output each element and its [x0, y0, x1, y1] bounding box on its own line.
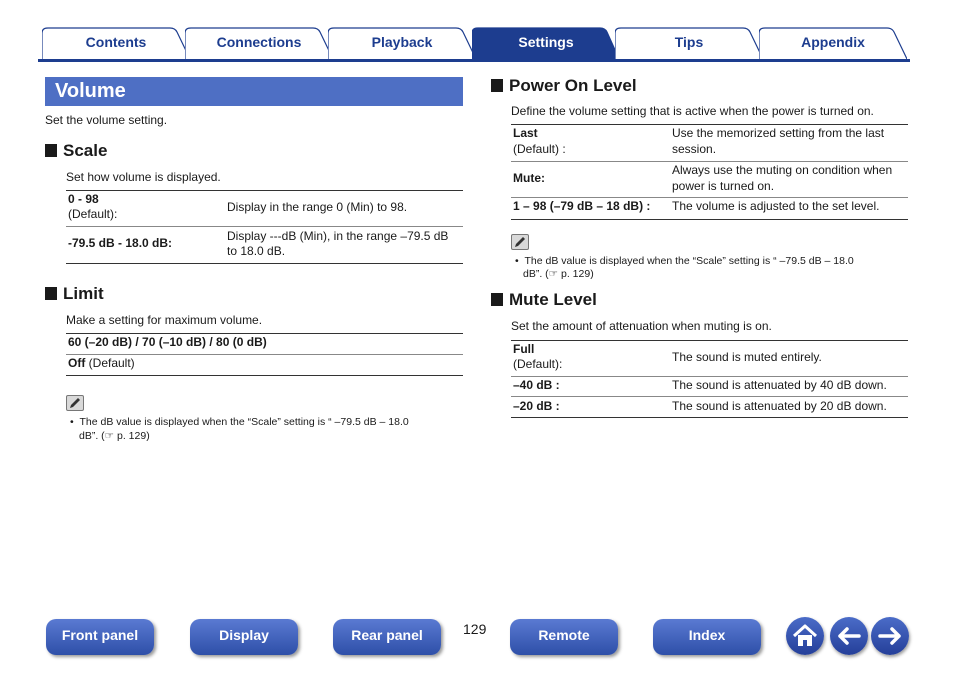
page-title: Volume [55, 80, 126, 102]
limit-heading-text: Limit [63, 284, 104, 303]
mute-row1-option: Full [513, 342, 535, 356]
pencil-note-icon [511, 234, 529, 250]
limit-desc: Make a setting for maximum volume. [66, 313, 263, 327]
tab-bar [38, 27, 910, 62]
scale-heading [45, 141, 107, 161]
limit-note-line1: The dB value is displayed when the “Scale” setting is “ –79.5 dB – 18.0 [79, 416, 409, 428]
divider [511, 161, 908, 162]
bullet-square-icon [45, 287, 57, 300]
limit-note-ref[interactable]: p. 129) [114, 430, 150, 442]
divider [511, 417, 908, 418]
index-button[interactable] [653, 619, 761, 655]
divider [66, 226, 463, 227]
mute-row3-desc: The sound is attenuated by 20 dB down. [672, 399, 887, 413]
power-on-note-line2: dB”. ( [523, 268, 549, 280]
limit-note: • The dB value is displayed when the “Scale” setting is “ –79.5 dB – 18.0 [70, 416, 409, 428]
rear-panel-button[interactable] [333, 619, 441, 655]
mute-row1-default: (Default): [513, 357, 563, 371]
scale-row1-desc: Display in the range 0 (Min) to 98. [227, 200, 408, 214]
mute-row1-desc: The sound is muted entirely. [672, 350, 822, 364]
limit-row2-default: (Default) [85, 356, 135, 370]
tab-appendix[interactable] [759, 27, 907, 60]
divider [511, 197, 908, 198]
power-on-note-ref[interactable]: p. 129) [558, 268, 594, 280]
reference-hand-icon: ☞ [548, 268, 559, 280]
power-on-row2-desc2: power is turned on. [672, 179, 775, 193]
power-on-row1-default: (Default) : [513, 142, 566, 156]
divider [66, 333, 463, 334]
tab-tips-label: Tips [674, 34, 704, 50]
tab-connections[interactable] [185, 27, 333, 60]
power-on-row2-option: Mute: [513, 171, 545, 185]
tab-settings[interactable] [472, 27, 620, 60]
mute-row2-option: –40 dB : [513, 378, 560, 392]
divider [511, 396, 908, 397]
limit-note-2 [79, 430, 150, 442]
page-title-bar [45, 77, 463, 106]
mute-desc: Set the amount of attenuation when muting is on. [511, 319, 772, 333]
divider [66, 375, 463, 376]
tab-appendix-label: Appendix [801, 34, 865, 50]
reference-hand-icon: ☞ [104, 430, 115, 442]
scale-desc: Set how volume is displayed. [66, 170, 221, 184]
divider [511, 219, 908, 220]
scale-row2-option: -79.5 dB - 18.0 dB: [68, 236, 173, 250]
page-number: 129 [463, 621, 487, 637]
remote-button-label: Remote [538, 627, 590, 643]
power-on-note-line1: The dB value is displayed when the “Scale” setting is “ –79.5 dB – 18.0 [524, 255, 854, 267]
forward-arrow-icon [871, 617, 909, 655]
scale-row2-desc2: to 18.0 dB. [227, 244, 286, 258]
display-button[interactable] [190, 619, 298, 655]
bullet-square-icon [491, 293, 503, 306]
divider [511, 376, 908, 377]
limit-row1: 60 (–20 dB) / 70 (–10 dB) / 80 (0 dB) [68, 335, 267, 349]
divider [66, 263, 463, 264]
divider [66, 354, 463, 355]
divider [511, 124, 908, 125]
tab-playback-label: Playback [371, 34, 433, 50]
divider [66, 190, 463, 191]
front-panel-button-label: Front panel [61, 627, 139, 643]
back-arrow-icon [830, 617, 868, 655]
mute-row2-desc: The sound is attenuated by 40 dB down. [672, 378, 887, 392]
limit-row2 [68, 356, 135, 371]
power-on-row3-option: 1 – 98 (–79 dB – 18 dB) : [513, 199, 651, 213]
bullet-square-icon [45, 144, 57, 157]
pencil-icon [512, 235, 528, 249]
power-on-heading [491, 76, 637, 96]
scale-row2-desc: Display ---dB (Min), in the range –79.5 dB [227, 229, 449, 243]
tab-playback[interactable] [328, 27, 476, 60]
tab-tips[interactable] [615, 27, 763, 60]
scale-heading-text: Scale [63, 141, 108, 160]
scale-row1-default: (Default): [68, 207, 118, 221]
mute-heading [491, 290, 597, 310]
tab-connections-label: Connections [216, 34, 302, 50]
limit-row2-option: Off [68, 356, 86, 370]
index-button-label: Index [688, 627, 726, 643]
power-on-row2-desc: Always use the muting on condition when [672, 163, 893, 177]
mute-row3-option: –20 dB : [513, 399, 560, 413]
tab-contents[interactable] [42, 27, 190, 60]
front-panel-button[interactable] [46, 619, 154, 655]
home-icon [786, 617, 824, 655]
limit-note-line2: dB”. ( [79, 430, 105, 442]
pencil-note-icon [66, 395, 84, 411]
display-button-label: Display [219, 627, 269, 643]
mute-heading-text: Mute Level [509, 290, 597, 309]
scale-row1-option: 0 - 98 [68, 192, 99, 206]
divider [511, 340, 908, 341]
home-button[interactable] [786, 617, 824, 655]
power-on-row1-desc2: session. [672, 142, 717, 156]
tab-settings-label: Settings [518, 34, 574, 50]
power-on-heading-text: Power On Level [509, 76, 637, 95]
power-on-note: • The dB value is displayed when the “Scale” setting is “ –79.5 dB – 18.0 [515, 255, 854, 267]
bullet-square-icon [491, 79, 503, 92]
remote-button[interactable] [510, 619, 618, 655]
limit-heading [45, 284, 104, 304]
tab-underline [38, 59, 910, 62]
forward-button[interactable] [871, 617, 909, 655]
power-on-row1-desc: Use the memorized setting from the last [672, 126, 885, 140]
pencil-icon [67, 396, 83, 410]
power-on-row1-option: Last [513, 126, 538, 140]
intro-text: Set the volume setting. [45, 113, 168, 127]
rear-panel-button-label: Rear panel [351, 627, 423, 643]
tab-contents-label: Contents [85, 34, 147, 50]
power-on-desc: Define the volume setting that is active when the power is turned on. [511, 104, 874, 118]
power-on-row3-desc: The volume is adjusted to the set level. [672, 199, 880, 213]
back-button[interactable] [830, 617, 868, 655]
power-on-note-2 [523, 268, 594, 280]
